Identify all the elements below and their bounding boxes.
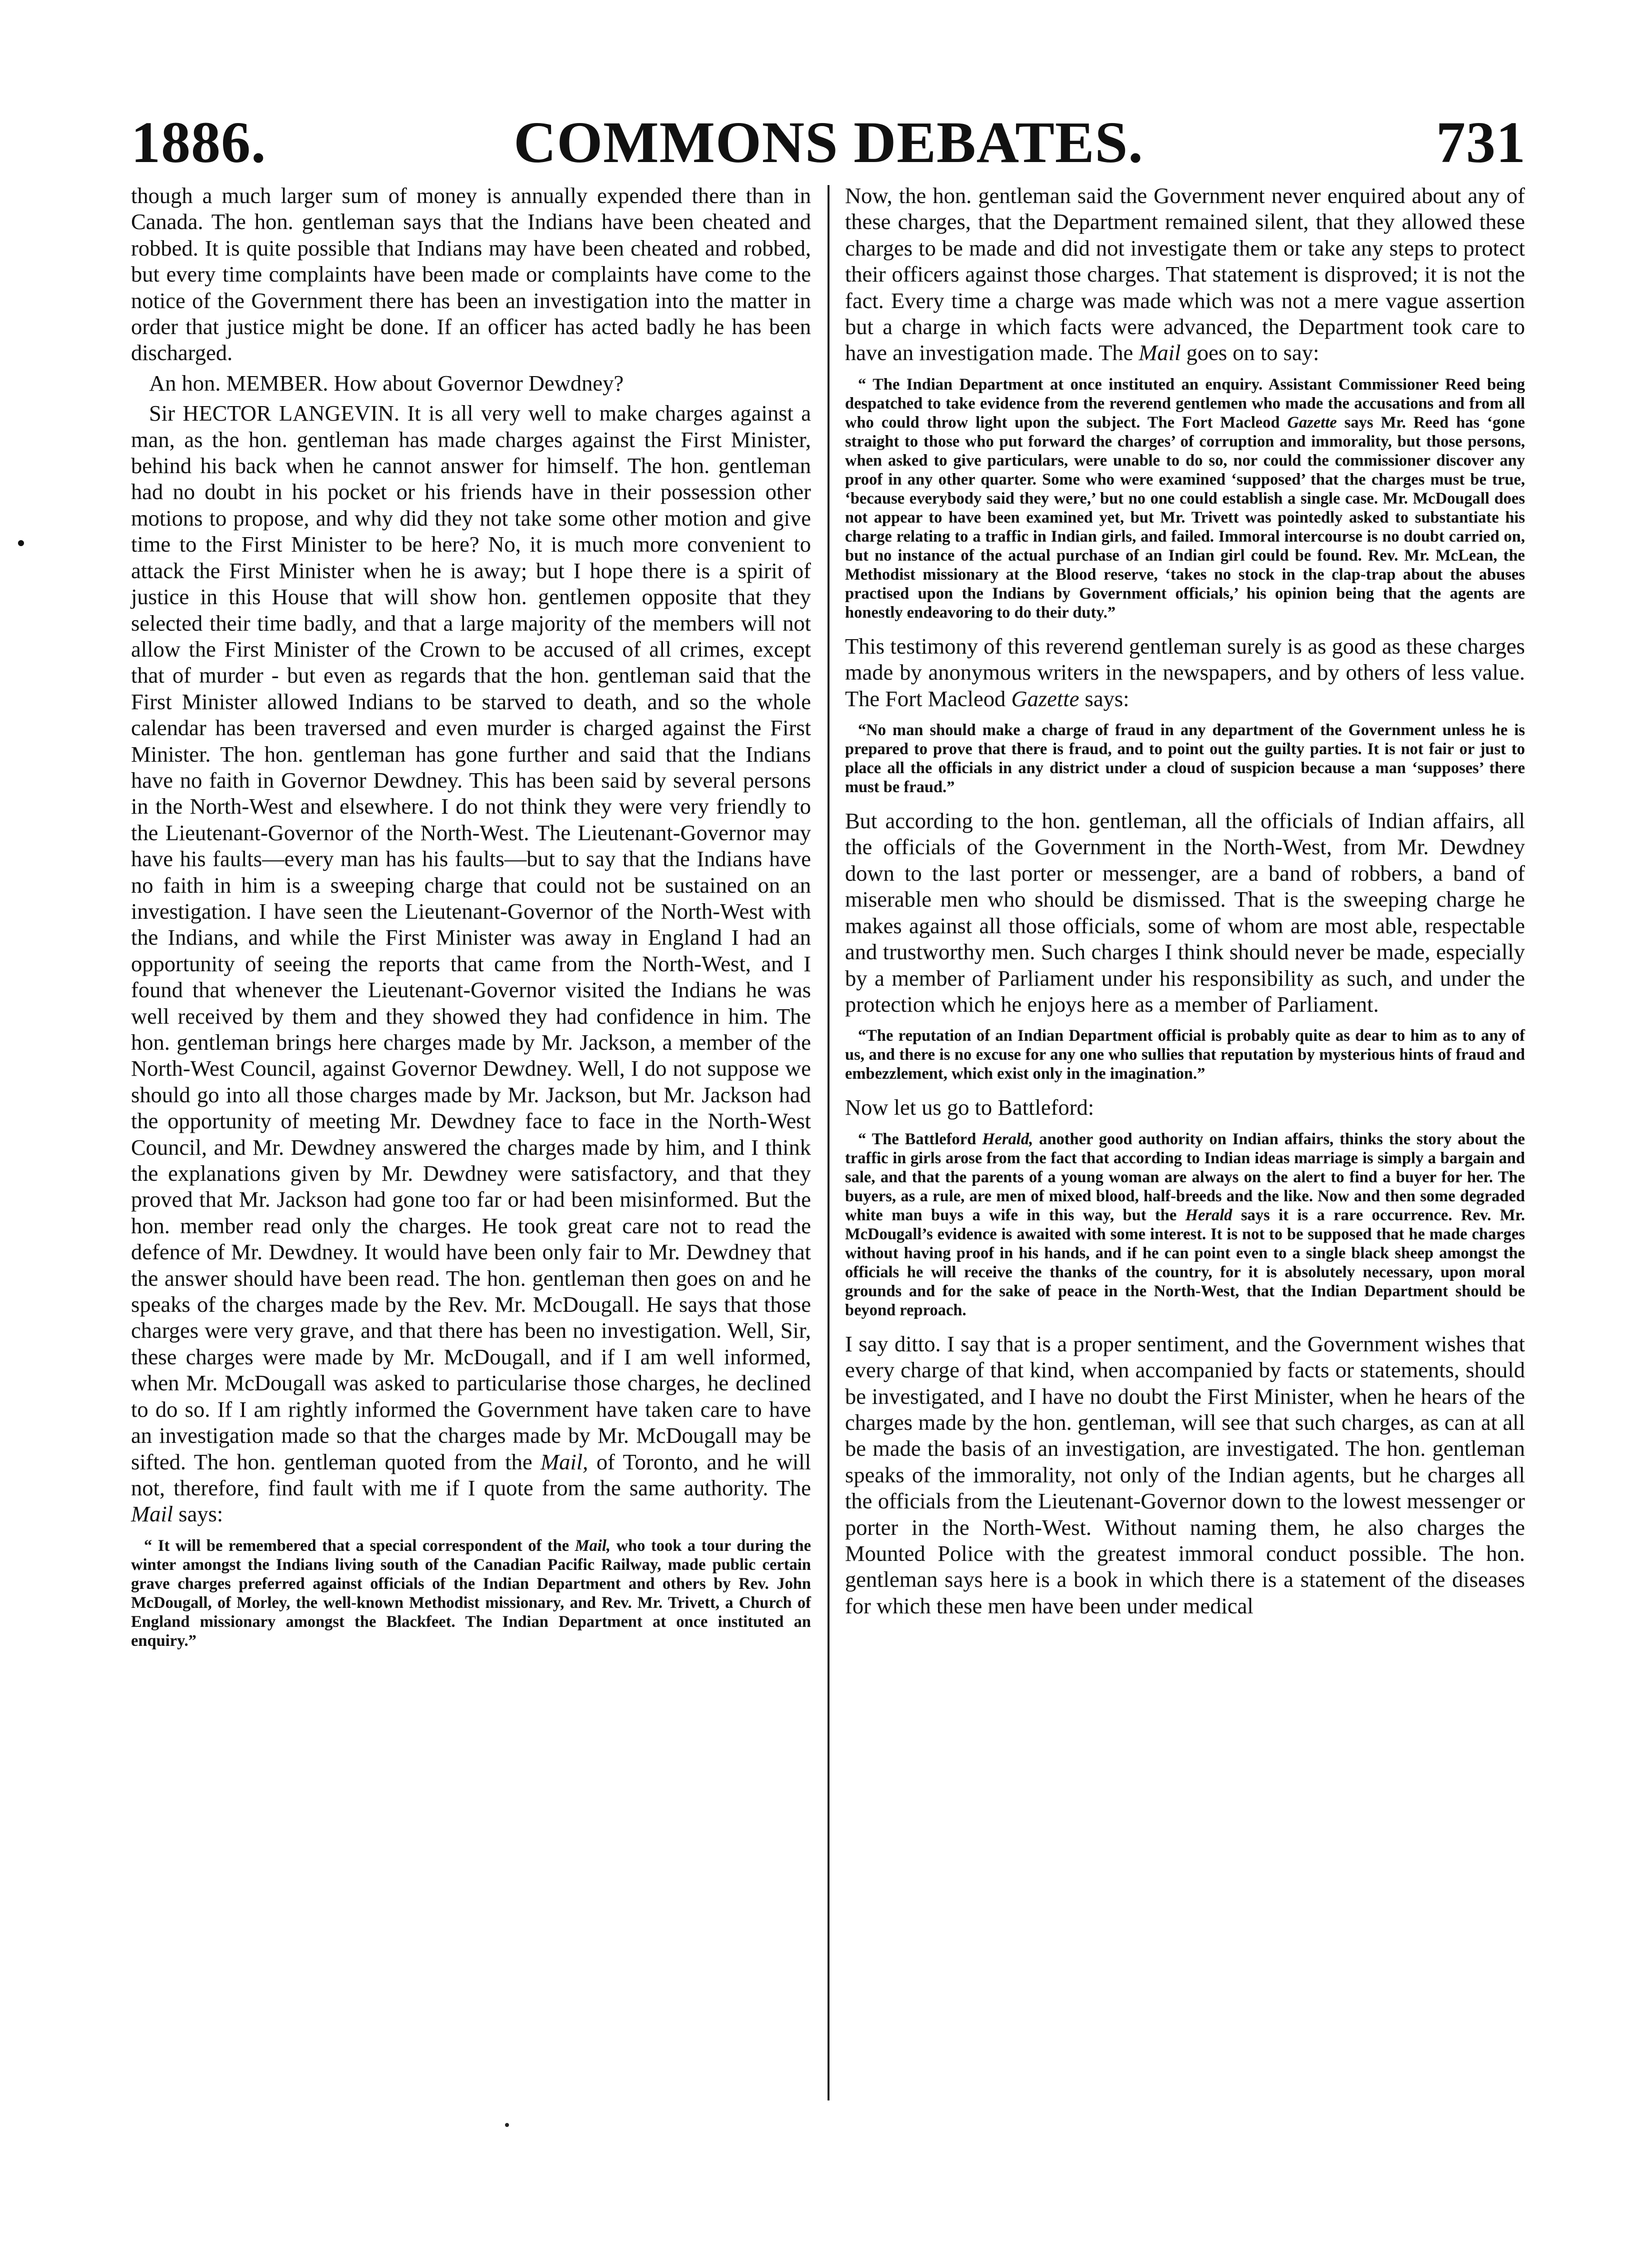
header-year: 1886.: [131, 110, 266, 175]
quote-text: another good authority on Indian affairs, thinks the story about the traffic in girls arose from the fact that according to Indian ideas marriage is simply a bargain and sale, and that the parents of a young woman are always on the alert to find a buyer for her. The buyers, as a rule, are men of mixed blood, half-breeds and the like. Now and then some degraded white man buys a wife in this way, but the: [845, 1130, 1525, 1224]
paragraph: But according to the hon. gentleman, all the officials of Indian affairs, all the officials of the Government in the North-West, from Mr. Dewdney down to the last porter or messenger, are a band of robbers, a band of miserable men who should be dismissed. That is the sweeping charge he makes against all those officials, some of whom are most able, respectable and trustworthy men. Such charges I think should never be made, especially by a member of Parliament under his responsibility as such, and under the protection which he enjoys here as a member of Parliament.: [845, 808, 1525, 1017]
paragraph-text: This testimony of this reverend gentleman surely is as good as these charges made by anonymous writers in the newspapers, and by others of less value. The Fort Macleod: [845, 633, 1525, 711]
paragraph: [845, 183, 1525, 366]
header-page-number: 731: [1436, 110, 1526, 175]
newspaper-name: Mail,: [574, 1536, 611, 1555]
paragraph: Now let us go to Battleford:: [845, 1095, 1094, 1120]
quote-text: says Mr. Reed has ‘gone straight to those who put forward the charges’ of corruption and immorality, but those persons, when asked to give particulars, were unable to do so, nor could the commissioner discover any proof in any other quarter. Some who were examined ‘supposed’ that the charges must be true, ‘because everybody said they were,’ but no one could establish a single case. Mr. McDougall does not appear to have been examined yet, but Mr. Trivett was pointedly asked to substantiate his charge relating to a traffic in Indian girls, and failed. Immoral intercourse is no doubt carried on, but no instance of the actual purchase of an Indian girl could be found. Rev. Mr. McLean, the Methodist missionary at the Blood reserve, ‘takes no stock in the clap-trap about the abuses practised upon the Indians by Government officials,’ his opinion being that the agents are honestly endeavoring to do their duty.”: [845, 413, 1525, 622]
block-quote: [845, 375, 1525, 622]
paragraph: though a much larger sum of money is annually expended there than in Canada. The hon. gentleman says that the Indians have been cheated and robbed. It is quite possible that Indians may have been cheated and robbed, but every time complaints have been made or complaints have come to the notice of the Government there has been an investigation into the matter in order that justice might be done. If an officer has acted badly he has been discharged.: [131, 183, 811, 366]
newspaper-name: Mail,: [540, 1449, 588, 1474]
newspaper-name: Mail: [131, 1501, 174, 1527]
page-header: [131, 105, 1526, 185]
right-column: [845, 183, 1525, 1619]
quote-text: “ The Indian Department at once instituted an enquiry. Assistant Commissioner Reed being despatched to take evidence from the reverend gentlemen who made the accusations and from all who could throw light upon the subject. The Fort Macleod: [845, 375, 1525, 432]
bottom-speck: [505, 2123, 509, 2127]
speech-text: of Toronto, and he will not, therefore, find fault with me if I quote from the same authority. The: [131, 1449, 811, 1500]
speech-paragraph: [131, 400, 811, 1527]
newspaper-name: Herald: [1185, 1206, 1232, 1224]
quote-text: who took a tour during the winter amongst the Indians living south of the Canadian Pacific Railway, made public certain grave charges preferred against officials of the Indian Department and others by Rev. John McDougall, of Morley, the well-known Methodist missionary, and Rev. Mr. Trivett, a Church of England missionary amongst the Blackfeet. The Indian Department at once instituted an enquiry.”: [131, 1536, 811, 1650]
paragraph: I say ditto. I say that is a proper sentiment, and the Government wishes that every charge of that kind, when accompanied by facts or statements, should be investigated, and I have no doubt the First Minister, when he hears of the charges made by the hon. gentleman, will see that such charges, as can at all be made the basis of an investigation, are investigated. The hon. gentleman speaks of the immorality, not only of the Indian agents, but he charges all the officials from the Lieutenant-Governor down to the lowest messenger or porter in the North-West. Without naming them, he also charges the Mounted Police with the greatest immoral conduct possible. The hon. gentleman says here is a book in which there is a statement of the diseases for which these men have been under medical: [845, 1331, 1525, 1618]
newspaper-name: Herald,: [982, 1130, 1034, 1148]
block-quote: “The reputation of an Indian Department official is probably quite as dear to him as to any of us, and there is no excuse for any one who sullies that reputation by mysterious hints of fraud and embezzlement, which exist only in the imagination.”: [845, 1027, 1525, 1083]
speech-text: How about Governor Dewdney?: [334, 370, 624, 396]
speech-text: says:: [173, 1501, 224, 1527]
block-quote: “No man should make a charge of fraud in any department of the Government unless he is prepared to prove that there is fraud, and to point out the guilty parties. It is not fair or just to place all the officials in any district under a cloud of suspicion because a man ‘supposes’ there must be fraud.”: [845, 721, 1525, 797]
paragraph-text: goes on to say:: [1180, 340, 1320, 366]
speaker: Sir HECTOR LANGEVIN.: [149, 401, 400, 426]
speech-paragraph: [131, 370, 811, 396]
speech-text: It is all very well to make charges against a man, as the hon. gentleman has made charges against the First Minister, behind his back when he cannot answer for himself. The hon. gentleman had no doubt in his pocket or his friends have in their possession other motions to propose, and why did they not take some other motion and give time to the First Minister to be here? No, it is much more convenient to attack the First Minister when he is away; but I hope there is a spirit of justice in this House that will show hon. gentlemen opposite that they selected their time badly, and that a large majority of the members will not allow the First Minister of the Crown to be accused of all crimes, except that of murder - but even as regards that the hon. gentleman said that the First Minister allowed Indians to be starved to death, and so the whole calendar has been traversed and even murder is charged against the First Minister. The hon. gentleman has gone further and said that the Indians have no faith in Governor Dewdney. This has been said by several persons in the North-West and elsewhere. I do not think they were very friendly to the Lieutenant-Governor of the North-West. The Lieutenant-Governor may have his faults—every man has his faults—but to say that the Indians have no faith in him is a sweeping charge that could not be sustained on an investigation. I have seen the Lieutenant-Governor of the North-West with the Indians, and while the First Minister was away in England I had an opportunity of seeing the reports that came from the North-West, and I found that whenever the Lieutenant-Governor visited the Indians he was well received by them and they showed they had confidence in him. The hon. gentleman brings here charges made by Mr. Jackson, a member of the North-West Council, against Governor Dewdney. Well, I do not suppose we should go into all those charges made by Mr. Jackson, but Mr. Jackson had the opportunity of meeting Mr. Dewdney face to face in the North-West Council, and Mr. Dewdney answered the charges made by him, and I think the explanations given by Mr. Dewdney were satisfactory, and that they proved that Mr. Jackson had gone too far or had been misinformed. But the hon. member read only the charges. He took great care not to read the defence of Mr. Dewdney. It would have been only fair to Mr. Dewdney that the answer should have been read. The hon. gentleman then goes on and he speaks of the charges made by the Rev. Mr. McDougall. He says that those charges were very grave, and that there has been no investigation. Well, Sir, these charges were made by Mr. McDougall, and if I am well informed, when Mr. McDougall was asked to particularise those charges, he declined to do so. If I am rightly informed the Government have taken care to have an investigation made so that the charges made by Mr. McDougall may be sifted. The hon. gentleman quoted from the: [131, 401, 812, 1474]
column-divider: [828, 185, 830, 2100]
block-quote: [131, 1536, 811, 1650]
left-column: [131, 183, 811, 1661]
paragraph: [845, 633, 1525, 712]
speaker: An hon. MEMBER.: [149, 370, 328, 396]
paragraph-text: says:: [1079, 686, 1130, 711]
newspaper-name: Gazette: [1011, 686, 1080, 711]
newspaper-name: Gazette: [1287, 413, 1337, 432]
quote-text: “ The Battleford: [858, 1130, 982, 1148]
margin-dot: [18, 540, 24, 546]
quote-text: says it is a rare occurrence. Rev. Mr. McDougall’s evidence is awaited with some interest. It is not to be supposed that he made charges without having proof in his hands, and if he can point even to a single black sheep amongst the officials he will receive the thanks of the country, for it is absolutely necessary, upon moral grounds and for the sake of peace in the North-West, that the Indian Department should be beyond reproach.: [845, 1206, 1525, 1319]
newspaper-name: Mail: [1138, 340, 1181, 366]
quote-text: “ It will be remembered that a special correspondent of the: [144, 1536, 575, 1555]
block-quote: [845, 1130, 1525, 1320]
paragraph-text: Now, the hon. gentleman said the Government never enquired about any of these charges, that the Department remained silent, that they allowed these charges to be made and did not investigate them or take any steps to protect their officers against those charges. That statement is disproved; it is not the fact. Every time a charge was made which was not a mere vague assertion but a charge in which facts were advanced, the Department took care to have an investigation made. The: [845, 183, 1525, 366]
header-title: COMMONS DEBATES.: [514, 110, 1144, 175]
